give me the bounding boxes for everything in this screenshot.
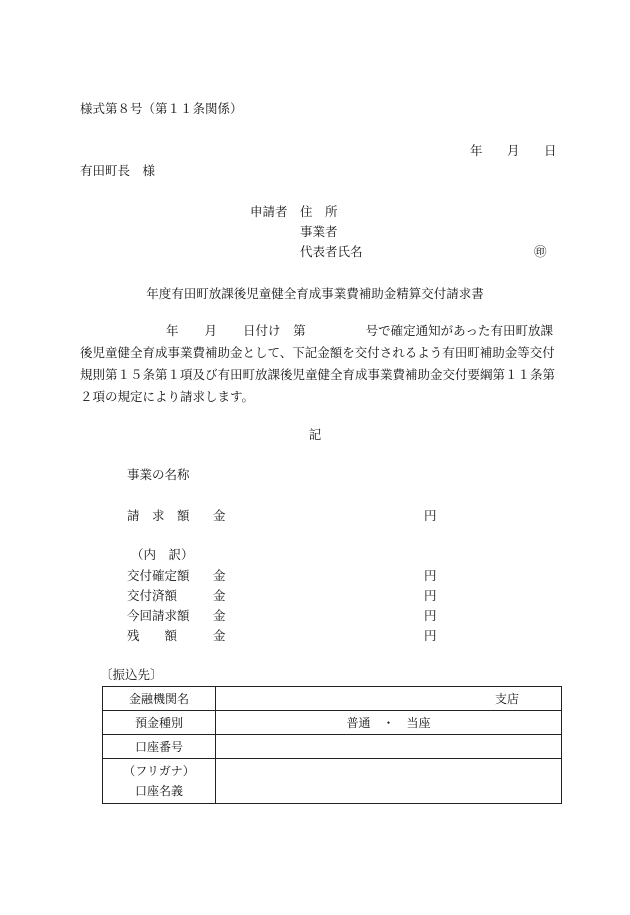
body-dated: 日付け	[243, 323, 281, 338]
form-number: 様式第８号（第１１条関係）	[80, 101, 243, 116]
table-row	[103, 759, 562, 804]
request-amount-kin: 金	[213, 508, 226, 523]
breakdown-row-yen: 円	[424, 628, 437, 643]
request-amount-yen: 円	[424, 508, 437, 523]
breakdown-row-kin: 金	[213, 568, 226, 583]
breakdown-row-yen: 円	[424, 568, 437, 583]
holder-label: 口座名義	[134, 784, 183, 798]
table-row	[103, 735, 562, 759]
applicant-label: 申請者	[250, 204, 288, 219]
body-month: 月	[204, 323, 218, 338]
body-text1: 号で確定通知があった有田町放課	[365, 323, 553, 338]
table-row	[103, 711, 562, 735]
account-number-field[interactable]	[216, 735, 562, 759]
institution-label: 金融機関名	[103, 687, 216, 711]
breakdown-row-label: 交付済額	[127, 588, 178, 603]
table-row	[103, 687, 562, 711]
date-day: 日	[544, 143, 557, 158]
account-holder-label	[103, 759, 216, 804]
body-text2: 後児童健全育成事業費補助金として、下記金額を交付されるよう有田町補助金等交付規則第１５条第１項及び有田町放課後児童健全育成事業費補助金交付要綱第１１条第２項の規定により請求します。	[80, 345, 556, 404]
request-paragraph	[80, 320, 560, 408]
breakdown-row-kin: 金	[213, 608, 226, 623]
seal-mark: ㊞	[534, 244, 547, 259]
branch-label: 支店	[494, 692, 519, 706]
breakdown-row-kin: 金	[213, 588, 226, 603]
breakdown-row-label: 今回請求額	[127, 608, 190, 623]
date-year: 年	[470, 143, 483, 158]
applicant-representative: 代表者氏名	[300, 244, 363, 259]
breakdown-row-yen: 円	[424, 588, 437, 603]
body-number: 第	[293, 323, 306, 338]
breakdown-row-label: 交付確定額	[127, 568, 190, 583]
account-type-label: 預金種別	[103, 711, 216, 735]
document-title: 年度有田町放課後児童健全育成事業費補助金精算交付請求書	[146, 286, 484, 301]
breakdown-heading: （内 訳）	[131, 547, 194, 562]
body-year: 年	[166, 323, 179, 338]
bank-transfer-table	[102, 686, 562, 804]
breakdown-row-yen: 円	[424, 608, 437, 623]
project-name-label: 事業の名称	[127, 467, 190, 482]
account-type-options[interactable]: 普通 ・ 当座	[216, 711, 562, 735]
breakdown-row-label: 残 額	[127, 628, 178, 643]
bank-heading: 〔振込先〕	[100, 667, 163, 682]
date-month: 月	[507, 143, 520, 158]
breakdown-row-kin: 金	[213, 628, 226, 643]
applicant-business: 事業者	[300, 224, 338, 239]
account-number-label: 口座番号	[103, 735, 216, 759]
account-holder-field[interactable]	[216, 759, 562, 804]
request-amount-label: 請 求 額	[127, 508, 190, 523]
furigana-label: （フリガナ）	[123, 764, 195, 778]
institution-field[interactable]	[216, 687, 562, 711]
addressee: 有田町長 様	[80, 163, 156, 178]
applicant-address: 住 所	[300, 204, 338, 219]
ki-heading: 記	[308, 427, 322, 442]
